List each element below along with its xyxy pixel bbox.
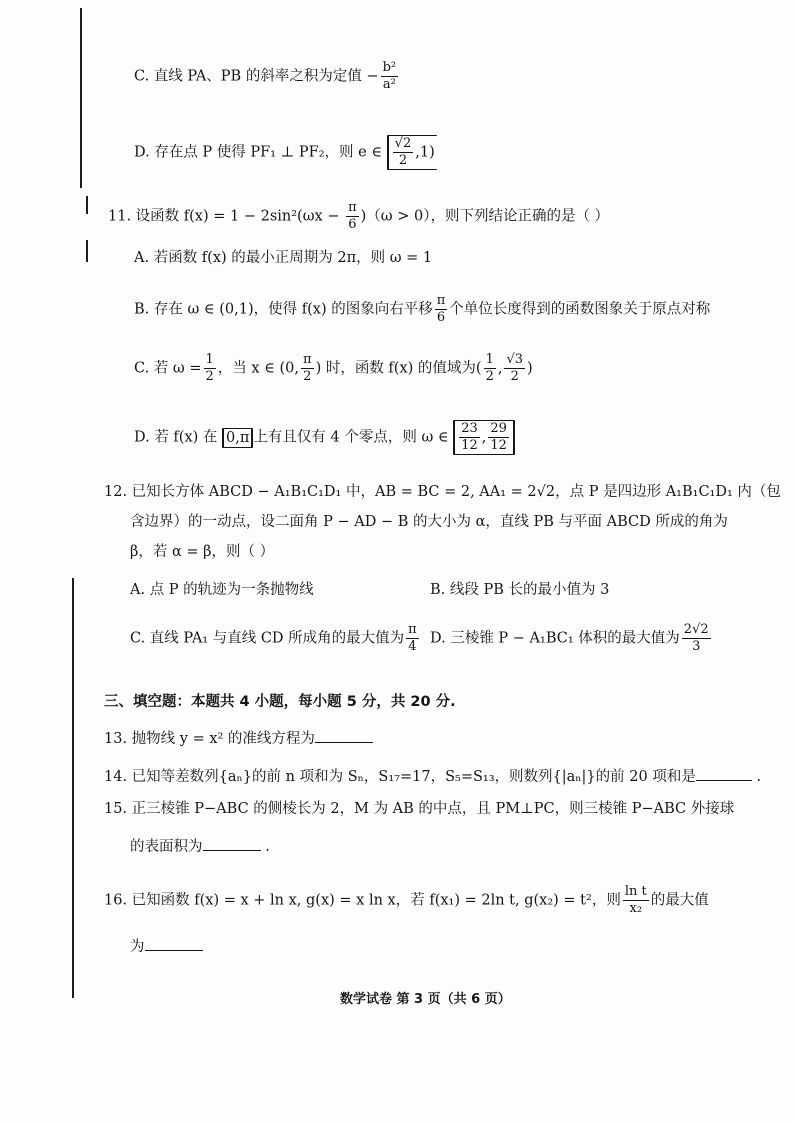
q12-d-num: 2√2 [683, 622, 709, 637]
q12-c-num: π [408, 622, 417, 637]
q12-line3: β，若 α = β，则（ ） [130, 544, 275, 560]
q10-option-c-text: C. 直线 PA、PB 的斜率之积为定值 − [134, 68, 379, 85]
q12-line2: 含边界）的一动点，设二面角 P − AD − B 的大小为 α，直线 PB 与平面 ABCD 所成的角为 [130, 514, 728, 530]
q13-answer-blank[interactable] [315, 728, 373, 743]
q11-c-end: ) [527, 360, 533, 377]
q11-c-frac4 [504, 352, 525, 385]
q11-d-interval-1 [222, 428, 253, 448]
q11-c-num4: √3 [506, 352, 524, 367]
q16-answer-blank[interactable] [145, 936, 203, 951]
q11-c-pre: C. 若 ω = [134, 360, 202, 377]
q12-d-den: 3 [692, 639, 701, 654]
q12-line1: 12. 已知长方体 ABCD − A₁B₁C₁D₁ 中，AB = BC = 2, AA₁ = 2√2，点 P 是四边形 A₁B₁C₁D₁ 内（包 [104, 484, 781, 500]
q10-d-tail: ,1 [415, 144, 430, 161]
q11-stem [108, 200, 609, 233]
q16-line2 [130, 936, 203, 957]
q16-line1 [104, 884, 709, 917]
q13 [104, 728, 373, 749]
q10-c-den: a² [382, 77, 396, 92]
q15-line1: 15. 正三棱锥 P−ABC 的侧棱长为 2，M 为 AB 的中点，且 PM⊥PC，则三棱锥 P−ABC 外接球 [104, 801, 735, 817]
q12-d-fraction [682, 622, 711, 655]
q11-c-num2: π [303, 352, 312, 367]
q10-c-num: b² [382, 60, 397, 75]
q16-tail: 的最大值 [650, 892, 709, 909]
q11-c-num1: 1 [205, 352, 214, 367]
q11-b-tail: 个单位长度得到的函数图象关于原点对称 [449, 301, 711, 318]
q16-num: ln t [624, 884, 647, 899]
q11-d-num1: 23 [461, 421, 478, 436]
q10-d-num: √2 [394, 136, 412, 151]
q11-option-d [134, 420, 515, 455]
q11-d-pre: D. 若 f(x) 在 [134, 429, 218, 446]
q16-text: 16. 已知函数 f(x) = x + ln x, g(x) = x ln x，若 f(x₁) = 2ln t, g(x₂) = t²，则 [104, 892, 621, 909]
q11-c-den1: 2 [205, 369, 214, 384]
q10-c-fraction [381, 60, 399, 93]
q11-option-a: A. 若函数 f(x) 的最小正周期为 2π，则 ω = 1 [134, 250, 433, 266]
q15-answer-blank[interactable] [203, 836, 261, 851]
q11-stem-fraction [346, 200, 359, 233]
q11-d-frac2 [488, 421, 509, 454]
q11-d-interval-2: $\frac{23}{12}$ , $\frac{29}{12}$ [453, 420, 515, 455]
q11-b-text: B. 存在 ω ∈ (0,1)，使得 f(x) 的图象向右平移 [134, 301, 433, 318]
q10-d-fraction [393, 136, 414, 169]
q11-c-num3: 1 [485, 352, 494, 367]
q11-d-den2: 12 [490, 438, 507, 453]
q11-c-den3: 2 [485, 369, 494, 384]
q11-b-den: 6 [436, 310, 446, 325]
q11-c-frac3 [484, 352, 496, 385]
q12-option-a: A. 点 P 的轨迹为一条抛物线 [130, 582, 314, 598]
q10-d-den: 2 [398, 153, 408, 168]
margin-mark-2 [86, 240, 88, 262]
q11-d-interval-text: 0,π [226, 429, 250, 446]
margin-mark-1 [86, 196, 88, 214]
margin-line-top [80, 8, 82, 188]
q15-line2-text: 的表面积为 [130, 839, 203, 855]
q12-option-d [430, 622, 713, 655]
q11-stem-den: 6 [348, 217, 357, 232]
q11-option-c [134, 352, 533, 385]
q12-option-b: B. 线段 PB 长的最小值为 3 [430, 582, 610, 598]
q11-c-frac2 [301, 352, 314, 385]
page-footer: 数学试卷 第 3 页（共 6 页） [340, 992, 511, 1007]
q11-stem-text: 11. 设函数 f(x) = 1 − 2sin²(ωx − [108, 208, 345, 225]
q10-option-d [134, 135, 437, 170]
margin-line-bottom [72, 578, 74, 998]
q11-c-frac1 [204, 352, 216, 385]
q16-line2-text: 为 [130, 939, 145, 955]
q10-option-d-text: D. 存在点 P 使得 PF₁ ⊥ PF₂，则 e ∈ [134, 144, 383, 161]
q14-answer-blank[interactable] [696, 766, 752, 781]
q11-c-mid2: ) 时，函数 f(x) 的值域为( [315, 360, 482, 377]
q14-period: . [756, 769, 762, 785]
q15-period: . [265, 839, 270, 855]
q15-line2 [130, 836, 270, 857]
q12-option-c [130, 622, 421, 655]
q12-c-fraction [406, 622, 419, 655]
q11-b-fraction [435, 293, 448, 326]
q16-fraction [623, 884, 649, 917]
q11-b-num: π [436, 293, 446, 308]
q11-c-comma: , [497, 360, 503, 377]
q14 [104, 766, 761, 787]
q12-c-den: 4 [408, 639, 417, 654]
q11-c-den4: 2 [510, 369, 519, 384]
q11-stem-num: π [348, 200, 357, 215]
q12-d-text: D. 三棱锥 P − A₁BC₁ 体积的最大值为 [430, 630, 680, 647]
q11-d-den1: 12 [461, 438, 478, 453]
q12-c-text: C. 直线 PA₁ 与直线 CD 所成角的最大值为 [130, 630, 405, 647]
q16-den: x₂ [629, 901, 643, 916]
q13-text: 13. 抛物线 y = x² 的准线方程为 [104, 731, 315, 747]
q10-d-interval: $\frac{√2}{2}$ ,1) [387, 135, 437, 170]
q11-c-den2: 2 [303, 369, 312, 384]
q11-d-num2: 29 [490, 421, 507, 436]
q11-d-frac1 [459, 421, 480, 454]
q11-stem-tail: )（ω > 0），则下列结论正确的是（ ） [360, 208, 610, 225]
q10-option-c [134, 60, 400, 93]
q11-option-b [134, 293, 710, 326]
q11-d-mid: 上有且仅有 4 个零点，则 ω ∈ [253, 429, 449, 446]
q14-text: 14. 已知等差数列{aₙ}的前 n 项和为 Sₙ，S₁₇=17，S₅=S₁₃，则数列{|aₙ|}的前 20 项和是 [104, 769, 696, 785]
q11-c-mid: ，当 x ∈ (0, [217, 360, 300, 377]
section-3-heading: 三、填空题：本题共 4 小题，每小题 5 分，共 20 分. [104, 694, 456, 710]
